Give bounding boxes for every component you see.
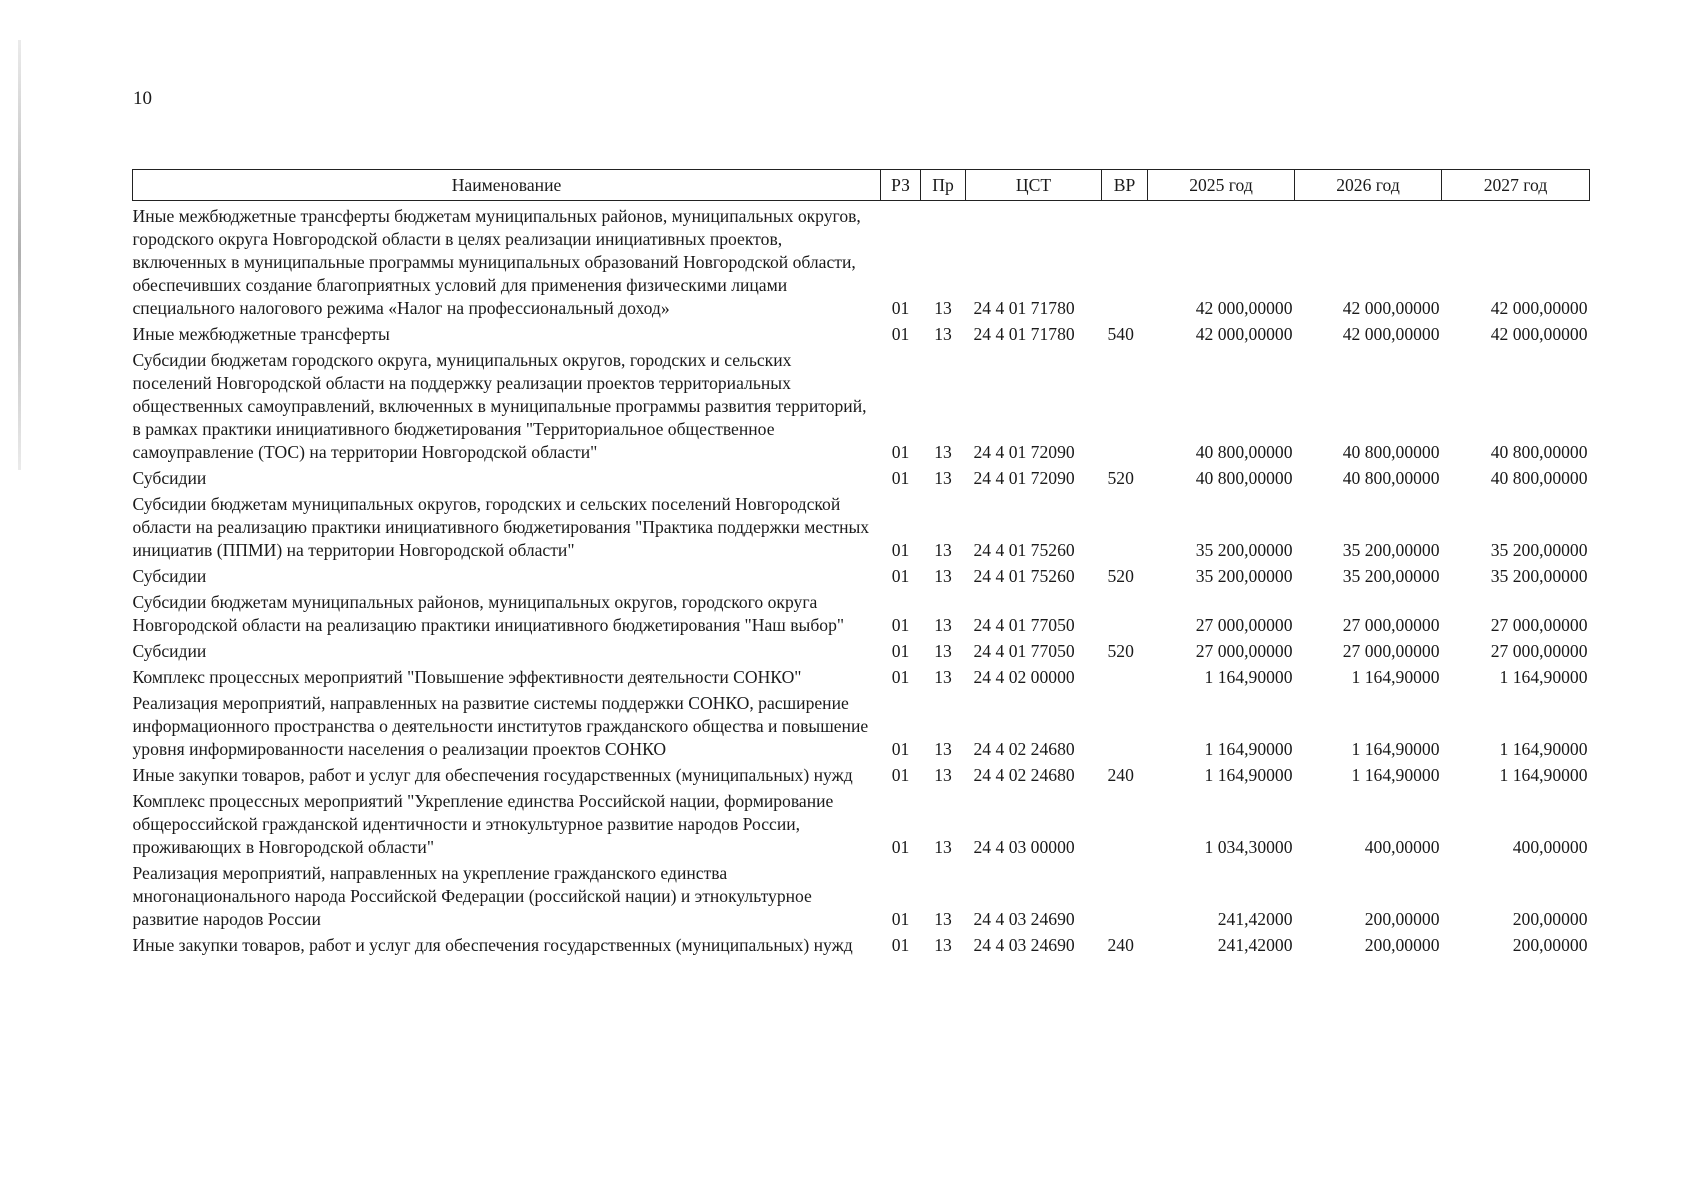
row-2025: 40 800,00000: [1195, 442, 1293, 462]
header-pr: Пр: [921, 170, 966, 201]
row-rz: 01: [891, 909, 910, 929]
budget-table: [132, 169, 1590, 960]
table-row: [133, 640, 1590, 666]
header-rz: РЗ: [881, 170, 921, 201]
row-pr: 13: [934, 615, 952, 635]
row-cst: 24 4 02 24680: [973, 765, 1075, 785]
row-cst: 24 4 03 00000: [973, 837, 1075, 857]
table-row: [133, 666, 1590, 692]
header-vr: ВР: [1102, 170, 1148, 201]
row-2025: 42 000,00000: [1195, 298, 1293, 318]
row-name: Субсидии: [132, 566, 207, 586]
row-cst: 24 4 01 75260: [973, 540, 1075, 560]
row-2027: 42 000,00000: [1490, 324, 1588, 344]
row-pr: 13: [934, 909, 952, 929]
scan-edge-shadow: [18, 40, 21, 470]
row-vr: 240: [1107, 935, 1134, 955]
row-2026: 42 000,00000: [1342, 324, 1440, 344]
row-cst: 24 4 03 24690: [973, 909, 1075, 929]
row-name: Иные закупки товаров, работ и услуг для обеспечения государственных (муниципальных) нужд: [132, 765, 853, 785]
row-2025: 1 164,90000: [1204, 739, 1293, 759]
row-pr: 13: [934, 739, 952, 759]
row-vr: [1102, 493, 1148, 565]
row-2026: 200,00000: [1364, 909, 1440, 929]
row-2026: 40 800,00000: [1342, 442, 1440, 462]
row-rz: 01: [891, 935, 910, 955]
row-vr: 240: [1107, 765, 1134, 785]
row-vr: 520: [1107, 641, 1134, 661]
row-cst: 24 4 03 24690: [973, 935, 1075, 955]
row-name: Субсидии бюджетам городского округа, муниципальных округов, городских и сельских поселений Новгородской области на поддержку реализации проектов территориальных общественных самоуправлений, включенных в муниципальные программы развития территорий, в рамках практики инициативного бюджетирования "Территориальное общественное самоуправление (ТОС) на территории Новгородской области": [132, 350, 867, 462]
row-name: Комплекс процессных мероприятий "Повышение эффективности деятельности СОНКО": [132, 667, 802, 687]
row-name: Реализация мероприятий, направленных на развитие системы поддержки СОНКО, расширение информационного пространства о деятельности институтов гражданского общества и повышение уровня информированности населения о реализации проектов СОНКО: [132, 693, 869, 759]
row-2027: 27 000,00000: [1490, 641, 1588, 661]
row-vr: [1102, 862, 1148, 934]
row-name: Субсидии: [132, 468, 207, 488]
row-pr: 13: [934, 765, 952, 785]
row-2025: 35 200,00000: [1195, 566, 1293, 586]
row-name: Иные межбюджетные трансферты: [132, 324, 390, 344]
row-vr: 520: [1107, 468, 1134, 488]
table-header-row: [133, 170, 1590, 201]
row-vr: [1102, 591, 1148, 640]
table-row: [133, 493, 1590, 565]
table-row: [133, 692, 1590, 764]
row-pr: 13: [934, 935, 952, 955]
row-pr: 13: [934, 667, 952, 687]
row-cst: 24 4 01 71780: [973, 298, 1075, 318]
row-cst: 24 4 02 00000: [973, 667, 1075, 687]
row-rz: 01: [891, 739, 910, 759]
row-name: Субсидии: [132, 641, 207, 661]
row-vr: 520: [1107, 566, 1134, 586]
row-2027: 40 800,00000: [1490, 442, 1588, 462]
row-cst: 24 4 01 77050: [973, 615, 1075, 635]
row-cst: 24 4 01 71780: [973, 324, 1075, 344]
row-cst: 24 4 02 24680: [973, 739, 1075, 759]
row-vr: 540: [1107, 324, 1134, 344]
row-rz: 01: [891, 641, 910, 661]
row-2027: 1 164,90000: [1499, 739, 1588, 759]
header-name: Наименование: [133, 170, 881, 201]
table-row: [133, 201, 1590, 324]
row-vr: [1102, 666, 1148, 692]
row-rz: 01: [891, 837, 910, 857]
row-2027: 42 000,00000: [1490, 298, 1588, 318]
row-2026: 27 000,00000: [1342, 615, 1440, 635]
row-vr: [1102, 201, 1148, 324]
row-cst: 24 4 01 77050: [973, 641, 1075, 661]
row-name: Комплекс процессных мероприятий "Укрепление единства Российской нации, формирование общероссийской гражданской идентичности и этнокультурное развитие народов России, проживающих в Новгородской области": [132, 791, 834, 857]
table-row: [133, 467, 1590, 493]
table-row: [133, 862, 1590, 934]
row-2025: 1 164,90000: [1204, 667, 1293, 687]
row-pr: 13: [934, 641, 952, 661]
table-row: [133, 323, 1590, 349]
row-2027: 200,00000: [1512, 909, 1588, 929]
row-rz: 01: [891, 566, 910, 586]
row-2025: 42 000,00000: [1195, 324, 1293, 344]
row-vr: [1102, 349, 1148, 467]
row-2027: 35 200,00000: [1490, 540, 1588, 560]
row-2025: 241,42000: [1217, 935, 1293, 955]
row-2026: 40 800,00000: [1342, 468, 1440, 488]
header-cst: ЦСТ: [966, 170, 1102, 201]
row-pr: 13: [934, 324, 952, 344]
row-2027: 200,00000: [1512, 935, 1588, 955]
row-pr: 13: [934, 298, 952, 318]
row-cst: 24 4 01 72090: [973, 468, 1075, 488]
row-2025: 241,42000: [1217, 909, 1293, 929]
row-pr: 13: [934, 442, 952, 462]
table-row: [133, 349, 1590, 467]
table-row: [133, 764, 1590, 790]
row-2027: 400,00000: [1512, 837, 1588, 857]
page-number: 10: [133, 88, 152, 109]
row-rz: 01: [891, 468, 910, 488]
row-pr: 13: [934, 566, 952, 586]
row-2026: 35 200,00000: [1342, 540, 1440, 560]
row-2026: 1 164,90000: [1351, 765, 1440, 785]
row-2025: 35 200,00000: [1195, 540, 1293, 560]
row-rz: 01: [891, 667, 910, 687]
row-2025: 1 164,90000: [1204, 765, 1293, 785]
table-row: [133, 790, 1590, 862]
row-rz: 01: [891, 442, 910, 462]
row-cst: 24 4 01 75260: [973, 566, 1075, 586]
row-vr: [1102, 692, 1148, 764]
row-name: Реализация мероприятий, направленных на укрепление гражданского единства многонационального народа Российской Федерации (российской нации) и этнокультурное развитие народов России: [132, 863, 812, 929]
row-name: Иные межбюджетные трансферты бюджетам муниципальных районов, муниципальных округов, городского округа Новгородской области в целях реализации инициативных проектов, включенных в муниципальные программы муниципальных образований Новгородской области, обеспечивших создание благоприятных условий для применения физическими лицами специального налогового режима «Налог на профессиональный доход»: [132, 206, 861, 318]
row-cst: 24 4 01 72090: [973, 442, 1075, 462]
row-2025: 27 000,00000: [1195, 615, 1293, 635]
row-2026: 1 164,90000: [1351, 667, 1440, 687]
row-pr: 13: [934, 540, 952, 560]
row-2026: 35 200,00000: [1342, 566, 1440, 586]
row-2026: 400,00000: [1364, 837, 1440, 857]
row-2025: 27 000,00000: [1195, 641, 1293, 661]
row-2026: 200,00000: [1364, 935, 1440, 955]
row-2025: 1 034,30000: [1204, 837, 1293, 857]
row-2026: 1 164,90000: [1351, 739, 1440, 759]
row-name: Иные закупки товаров, работ и услуг для обеспечения государственных (муниципальных) нужд: [132, 935, 853, 955]
table-row: [133, 934, 1590, 960]
row-rz: 01: [891, 298, 910, 318]
row-2027: 40 800,00000: [1490, 468, 1588, 488]
row-vr: [1102, 790, 1148, 862]
header-2026: 2026 год: [1295, 170, 1442, 201]
row-rz: 01: [891, 615, 910, 635]
table-row: [133, 565, 1590, 591]
row-2027: 1 164,90000: [1499, 765, 1588, 785]
row-rz: 01: [891, 540, 910, 560]
row-rz: 01: [891, 324, 910, 344]
row-pr: 13: [934, 837, 952, 857]
header-2027: 2027 год: [1442, 170, 1590, 201]
row-2027: 35 200,00000: [1490, 566, 1588, 586]
header-2025: 2025 год: [1148, 170, 1295, 201]
row-2027: 1 164,90000: [1499, 667, 1588, 687]
row-rz: 01: [891, 765, 910, 785]
row-2026: 27 000,00000: [1342, 641, 1440, 661]
row-pr: 13: [934, 468, 952, 488]
row-name: Субсидии бюджетам муниципальных округов, городских и сельских поселений Новгородской области на реализацию практики инициативного бюджетирования "Практика поддержки местных инициатив (ППМИ) на территории Новгородской области": [132, 494, 870, 560]
row-name: Субсидии бюджетам муниципальных районов, муниципальных округов, городского округа Новгородской области на реализацию практики инициативного бюджетирования "Наш выбор": [132, 592, 845, 635]
row-2027: 27 000,00000: [1490, 615, 1588, 635]
row-2026: 42 000,00000: [1342, 298, 1440, 318]
row-2025: 40 800,00000: [1195, 468, 1293, 488]
table-row: [133, 591, 1590, 640]
